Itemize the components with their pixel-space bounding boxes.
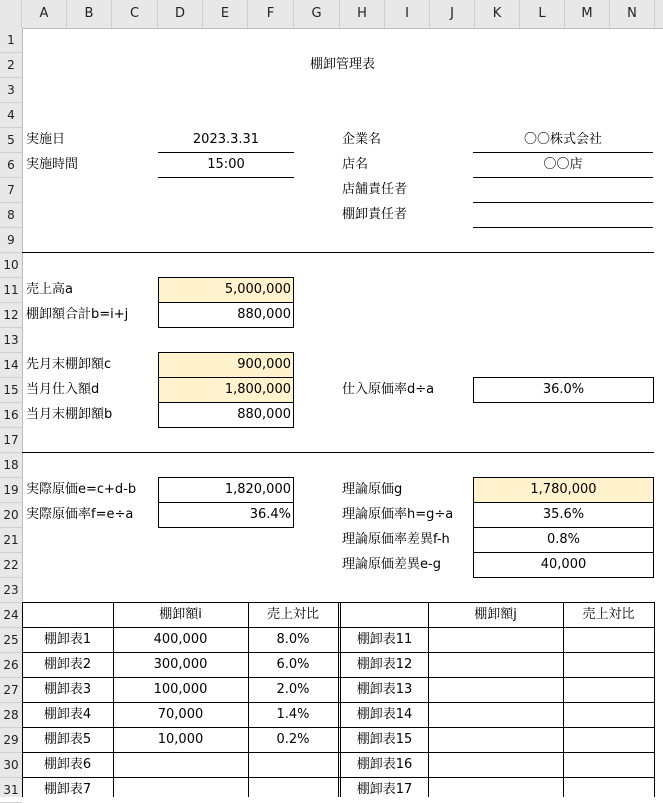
table-left-name[interactable]: 棚卸表5 [43,732,92,747]
row-header[interactable]: 8 [0,203,22,228]
row-header[interactable]: 29 [0,728,22,753]
table-left-amount[interactable]: 100,000 [153,682,208,697]
purchase-rate-label[interactable]: 仕入原価率d÷a [342,382,435,397]
column-header-bar [0,0,663,29]
company-value[interactable]: 〇〇株式会社 [473,128,653,153]
row-header[interactable]: 13 [0,328,22,353]
row-header[interactable]: 11 [0,278,22,303]
store-manager-value[interactable] [473,178,653,203]
row-header[interactable]: 14 [0,353,22,378]
row-header[interactable]: 10 [0,253,22,278]
sheet-title[interactable]: 棚卸管理表 [309,57,375,72]
table-right-name[interactable]: 棚卸表14 [356,707,413,722]
table-right-name[interactable]: 棚卸表13 [356,682,413,697]
table-grid-vline [428,602,429,797]
table-header-amount-i[interactable]: 棚卸額i [159,607,202,622]
time-value[interactable]: 15:00 [158,153,294,178]
row-header[interactable]: 25 [0,628,22,653]
theory-cost-value[interactable]: 1,780,000 [473,477,654,503]
prev-label[interactable]: 先月末棚卸額c [26,357,112,372]
sales-label[interactable]: 売上高a [26,282,73,297]
total-value[interactable]: 880,000 [158,302,294,328]
column-header[interactable]: I [385,0,430,28]
table-grid-vline [563,602,564,797]
row-header[interactable]: 22 [0,553,22,578]
column-header[interactable]: D [158,0,203,28]
sales-value[interactable]: 5,000,000 [158,277,294,303]
theory-cost-label[interactable]: 理論原価g [342,482,403,497]
row-header[interactable]: 2 [0,53,22,78]
company-label[interactable]: 企業名 [342,132,382,147]
row-header[interactable]: 16 [0,403,22,428]
select-all-corner[interactable] [0,0,22,28]
purchase-value[interactable]: 1,800,000 [158,377,294,403]
prev-value[interactable]: 900,000 [158,352,294,378]
table-right-name[interactable]: 棚卸表11 [356,632,413,647]
table-left-ratio[interactable]: 1.4% [276,707,310,722]
table-right-name[interactable]: 棚卸表15 [356,732,413,747]
purchase-label[interactable]: 当月仕入額d [26,382,100,397]
column-header[interactable]: K [475,0,520,28]
inventory-manager-label[interactable]: 棚卸責任者 [342,207,408,222]
table-left-name[interactable]: 棚卸表6 [43,757,92,772]
table-left-amount[interactable] [113,778,248,802]
row-header[interactable]: 7 [0,178,22,203]
actual-cost-value[interactable]: 1,820,000 [158,477,294,503]
purchase-rate-value[interactable]: 36.0% [473,377,654,403]
table-grid-vline [338,602,339,797]
table-left-amount[interactable]: 70,000 [157,707,204,722]
row-header[interactable]: 17 [0,428,22,453]
row-header[interactable]: 31 [0,778,22,803]
table-left-name[interactable]: 棚卸表2 [43,657,92,672]
theory-rate-value[interactable]: 35.6% [473,502,654,528]
row-header[interactable]: 19 [0,478,22,503]
column-header[interactable]: B [67,0,112,28]
actual-rate-label[interactable]: 実際原価率f=e÷a [26,507,134,522]
theory-rate-label[interactable]: 理論原価率h=g÷a [342,507,454,522]
row-header[interactable]: 21 [0,528,22,553]
rate-diff-value[interactable]: 0.8% [473,527,654,553]
store-label[interactable]: 店名 [342,157,369,172]
row-header[interactable]: 6 [0,153,22,178]
end-label[interactable]: 当月末棚卸額b [26,407,113,422]
column-header[interactable]: N [610,0,655,28]
table-left-amount[interactable]: 300,000 [153,657,208,672]
separator-line-1 [22,252,654,253]
column-header[interactable]: L [520,0,565,28]
store-manager-label[interactable]: 店舗責任者 [342,182,408,197]
table-grid-vline [654,602,655,797]
cost-diff-label[interactable]: 理論原価差異e-g [342,557,441,572]
separator-line-2 [22,452,654,453]
column-header[interactable]: M [565,0,610,28]
cost-diff-value[interactable]: 40,000 [473,552,654,578]
column-header[interactable]: H [340,0,385,28]
row-header[interactable]: 4 [0,103,22,128]
table-left-name[interactable]: 棚卸表4 [43,707,92,722]
actual-rate-value[interactable]: 36.4% [158,502,294,528]
row-header[interactable]: 30 [0,753,22,778]
table-left-ratio[interactable]: 8.0% [276,632,310,647]
row-header[interactable]: 28 [0,703,22,728]
row-header[interactable]: 15 [0,378,22,403]
column-header[interactable]: F [248,0,294,28]
date-value[interactable]: 2023.3.31 [158,128,294,153]
time-label[interactable]: 実施時間 [26,157,79,172]
table-right-name[interactable]: 棚卸表12 [356,657,413,672]
row-header[interactable]: 27 [0,678,22,703]
table-header-ratio-left[interactable]: 売上対比 [266,607,319,622]
table-right-name[interactable]: 棚卸表17 [356,782,413,797]
actual-cost-label[interactable]: 実際原価e=c+d-b [26,482,137,497]
inventory-manager-value[interactable] [473,203,653,228]
column-header[interactable]: E [203,0,248,28]
column-header[interactable]: G [294,0,340,28]
table-left-ratio[interactable]: 2.0% [276,682,310,697]
row-header[interactable]: 18 [0,453,22,478]
rate-diff-label[interactable]: 理論原価率差異f-h [342,532,450,547]
row-header-bar [0,28,23,797]
end-value[interactable]: 880,000 [158,402,294,428]
table-left-amount[interactable]: 10,000 [157,732,204,747]
table-right-name[interactable]: 棚卸表16 [356,757,413,772]
table-header-amount-j[interactable]: 棚卸額j [474,607,517,622]
table-header-ratio-right[interactable]: 売上対比 [582,607,635,622]
table-left-name[interactable]: 棚卸表7 [43,782,92,797]
table-left-name[interactable]: 棚卸表1 [43,632,92,647]
row-header[interactable]: 26 [0,653,22,678]
table-left-name[interactable]: 棚卸表3 [43,682,92,697]
table-left-amount[interactable] [113,753,248,777]
table-left-ratio[interactable] [248,778,338,802]
date-label[interactable]: 実施日 [26,132,66,147]
store-value[interactable]: 〇〇店 [473,153,653,178]
row-header[interactable]: 20 [0,503,22,528]
total-label[interactable]: 棚卸額合計b=i+j [26,307,129,322]
row-header[interactable]: 5 [0,128,22,153]
row-header[interactable]: 9 [0,228,22,253]
row-header[interactable]: 12 [0,303,22,328]
column-header[interactable]: J [430,0,475,28]
table-left-ratio[interactable] [248,753,338,777]
column-header[interactable]: A [22,0,67,28]
row-header[interactable]: 24 [0,603,22,628]
row-header[interactable]: 3 [0,78,22,103]
row-header[interactable]: 1 [0,28,22,53]
column-header[interactable]: C [112,0,158,28]
table-left-ratio[interactable]: 6.0% [276,657,310,672]
table-left-ratio[interactable]: 0.2% [276,732,310,747]
table-left-amount[interactable]: 400,000 [153,632,208,647]
row-header[interactable]: 23 [0,578,22,603]
